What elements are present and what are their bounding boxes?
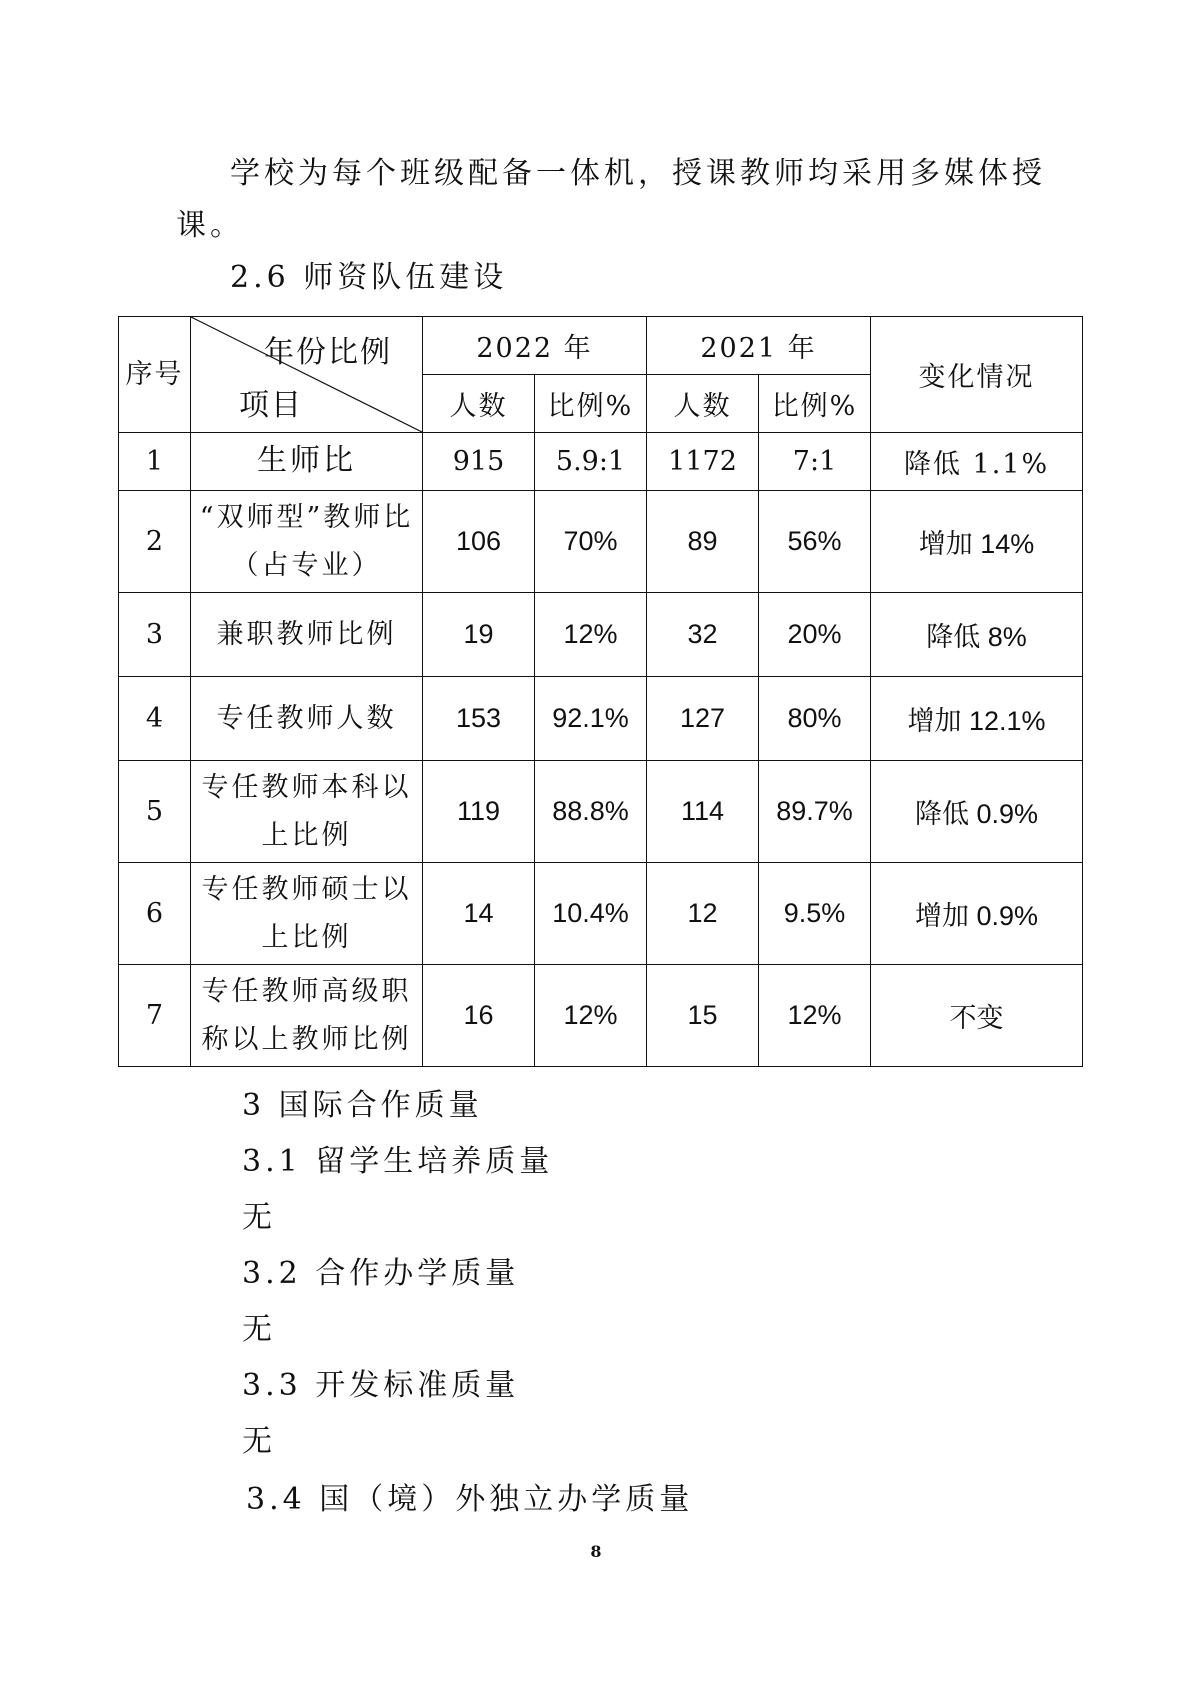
row-count-2022: 119 bbox=[423, 761, 535, 863]
row-count-2022: 153 bbox=[423, 677, 535, 761]
table-row bbox=[119, 677, 1083, 761]
row-item: “双师型”教师比（占专业） bbox=[191, 491, 423, 593]
table-row bbox=[119, 761, 1083, 863]
header-change: 变化情况 bbox=[871, 317, 1083, 433]
header-ratio-2021: 比例% bbox=[759, 375, 871, 433]
page-number: 8 bbox=[590, 1542, 602, 1561]
row-no: 5 bbox=[119, 761, 191, 863]
header-2021: 2021 年 bbox=[647, 317, 871, 375]
table-row bbox=[119, 491, 1083, 593]
row-no: 2 bbox=[119, 491, 191, 593]
row-change: 增加 12.1% bbox=[871, 677, 1083, 761]
row-ratio-2021: 7:1 bbox=[759, 433, 871, 491]
row-count-2021: 32 bbox=[647, 593, 759, 677]
row-count-2021: 15 bbox=[647, 965, 759, 1067]
row-change: 降低 8% bbox=[871, 593, 1083, 677]
header-item: 项目 bbox=[239, 388, 303, 423]
row-count-2021: 127 bbox=[647, 677, 759, 761]
row-count-2021: 89 bbox=[647, 491, 759, 593]
faculty-table bbox=[118, 316, 1083, 1067]
row-item: 专任教师本科以上比例 bbox=[191, 761, 423, 863]
intro-line-2: 课。 bbox=[176, 208, 244, 243]
row-count-2022: 19 bbox=[423, 593, 535, 677]
section-3-3-body: 无 bbox=[242, 1424, 276, 1459]
section-3-2-body: 无 bbox=[242, 1312, 276, 1347]
section-heading-2-6: 2.6 师资队伍建设 bbox=[230, 260, 508, 295]
row-no: 6 bbox=[119, 863, 191, 965]
section-heading-3-2: 3.2 合作办学质量 bbox=[242, 1256, 520, 1291]
header-year-ratio: 年份比例 bbox=[264, 335, 392, 370]
row-ratio-2022: 12% bbox=[535, 593, 647, 677]
row-count-2022: 915 bbox=[423, 433, 535, 491]
row-ratio-2022: 10.4% bbox=[535, 863, 647, 965]
row-ratio-2021: 89.7% bbox=[759, 761, 871, 863]
header-2022: 2022 年 bbox=[423, 317, 647, 375]
row-count-2022: 106 bbox=[423, 491, 535, 593]
row-ratio-2021: 20% bbox=[759, 593, 871, 677]
section-heading-3: 3 国际合作质量 bbox=[242, 1088, 483, 1123]
row-count-2021: 1172 bbox=[647, 433, 759, 491]
table-row bbox=[119, 863, 1083, 965]
section-heading-3-4: 3.4 国（境）外独立办学质量 bbox=[246, 1482, 694, 1517]
row-change: 增加 0.9% bbox=[871, 863, 1083, 965]
row-item: 生师比 bbox=[191, 433, 423, 491]
section-heading-3-3: 3.3 开发标准质量 bbox=[242, 1368, 520, 1403]
row-change: 降低 0.9% bbox=[871, 761, 1083, 863]
section-heading-3-1: 3.1 留学生培养质量 bbox=[242, 1144, 554, 1179]
table-row bbox=[119, 433, 1083, 491]
row-ratio-2022: 88.8% bbox=[535, 761, 647, 863]
row-count-2022: 16 bbox=[423, 965, 535, 1067]
row-item: 兼职教师比例 bbox=[191, 593, 423, 677]
row-no: 3 bbox=[119, 593, 191, 677]
row-count-2021: 114 bbox=[647, 761, 759, 863]
row-no: 7 bbox=[119, 965, 191, 1067]
table-row bbox=[119, 593, 1083, 677]
row-item: 专任教师人数 bbox=[191, 677, 423, 761]
header-count-2021: 人数 bbox=[647, 375, 759, 433]
row-ratio-2021: 9.5% bbox=[759, 863, 871, 965]
row-ratio-2021: 56% bbox=[759, 491, 871, 593]
header-ratio-2022: 比例% bbox=[535, 375, 647, 433]
row-ratio-2021: 12% bbox=[759, 965, 871, 1067]
row-count-2022: 14 bbox=[423, 863, 535, 965]
table-row bbox=[119, 965, 1083, 1067]
row-ratio-2022: 5.9:1 bbox=[535, 433, 647, 491]
header-diagonal-cell bbox=[191, 317, 423, 433]
section-3-1-body: 无 bbox=[242, 1200, 276, 1235]
row-ratio-2022: 92.1% bbox=[535, 677, 647, 761]
row-count-2021: 12 bbox=[647, 863, 759, 965]
row-change: 增加 14% bbox=[871, 491, 1083, 593]
row-no: 1 bbox=[119, 433, 191, 491]
row-no: 4 bbox=[119, 677, 191, 761]
row-ratio-2021: 80% bbox=[759, 677, 871, 761]
row-change: 降低 1.1% bbox=[871, 433, 1083, 491]
header-seq: 序号 bbox=[119, 317, 191, 433]
header-count-2022: 人数 bbox=[423, 375, 535, 433]
row-item: 专任教师高级职称以上教师比例 bbox=[191, 965, 423, 1067]
row-ratio-2022: 70% bbox=[535, 491, 647, 593]
row-item: 专任教师硕士以上比例 bbox=[191, 863, 423, 965]
row-ratio-2022: 12% bbox=[535, 965, 647, 1067]
row-change: 不变 bbox=[871, 965, 1083, 1067]
intro-line-1: 学校为每个班级配备一体机，授课教师均采用多媒体授 bbox=[230, 156, 1046, 191]
